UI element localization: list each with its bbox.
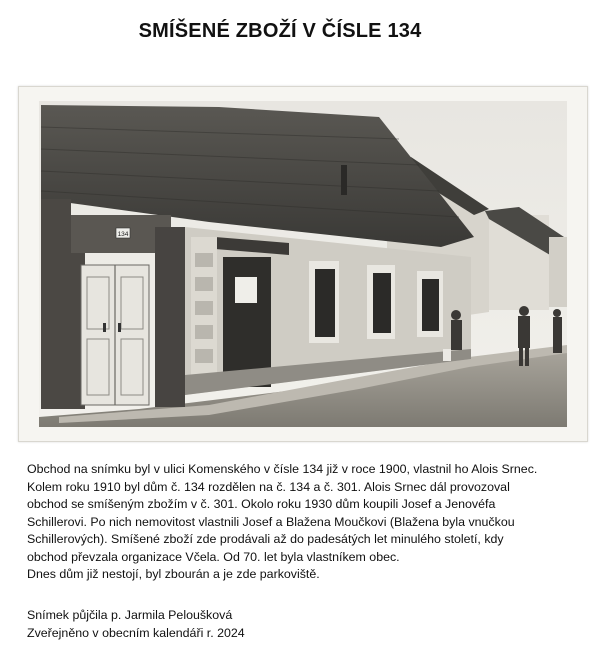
historical-photo (18, 86, 588, 442)
description-line: Obchod na snímku byl v ulici Komenského v čísle 134 již v roce 1900, vlastnil ho Alois Srnec. (27, 462, 538, 476)
description-line: Schillerových). Smíšené zboží zde prodávali až do padesátých let minulého století, kdy (27, 532, 504, 546)
description-line: obchod se smíšeným zbožím v č. 301. Okolo roku 1930 dům koupili Josef a Jenovéfa (27, 497, 496, 511)
house-number-plate: 134 (117, 231, 129, 238)
description-line: Kolem roku 1910 byl dům č. 134 rozdělen na č. 134 a č. 301. Alois Srnec dál provozoval (27, 479, 510, 494)
description-line: obchod převzala organizace Včela. Od 70. let byla vlastníkem obec. (27, 549, 400, 564)
publication-note: Zveřejněno v obecním kalendáři r. 2024 (27, 626, 245, 640)
description-line: Schillerovi. Po nich nemovitost vlastnili Josef a Blažena Moučkovi (Blažena byla vnučkou (27, 514, 515, 529)
photo-credit: Snímek půjčila p. Jarmila Peloušková (27, 608, 233, 622)
description-text (27, 461, 597, 584)
photo-illustration (19, 87, 587, 441)
page-title: SMÍŠENÉ ZBOŽÍ V ČÍSLE 134 (138, 20, 422, 42)
description-line: Dnes dům již nestojí, byl zbourán a je zde parkoviště. (27, 567, 320, 581)
credits (27, 606, 587, 642)
